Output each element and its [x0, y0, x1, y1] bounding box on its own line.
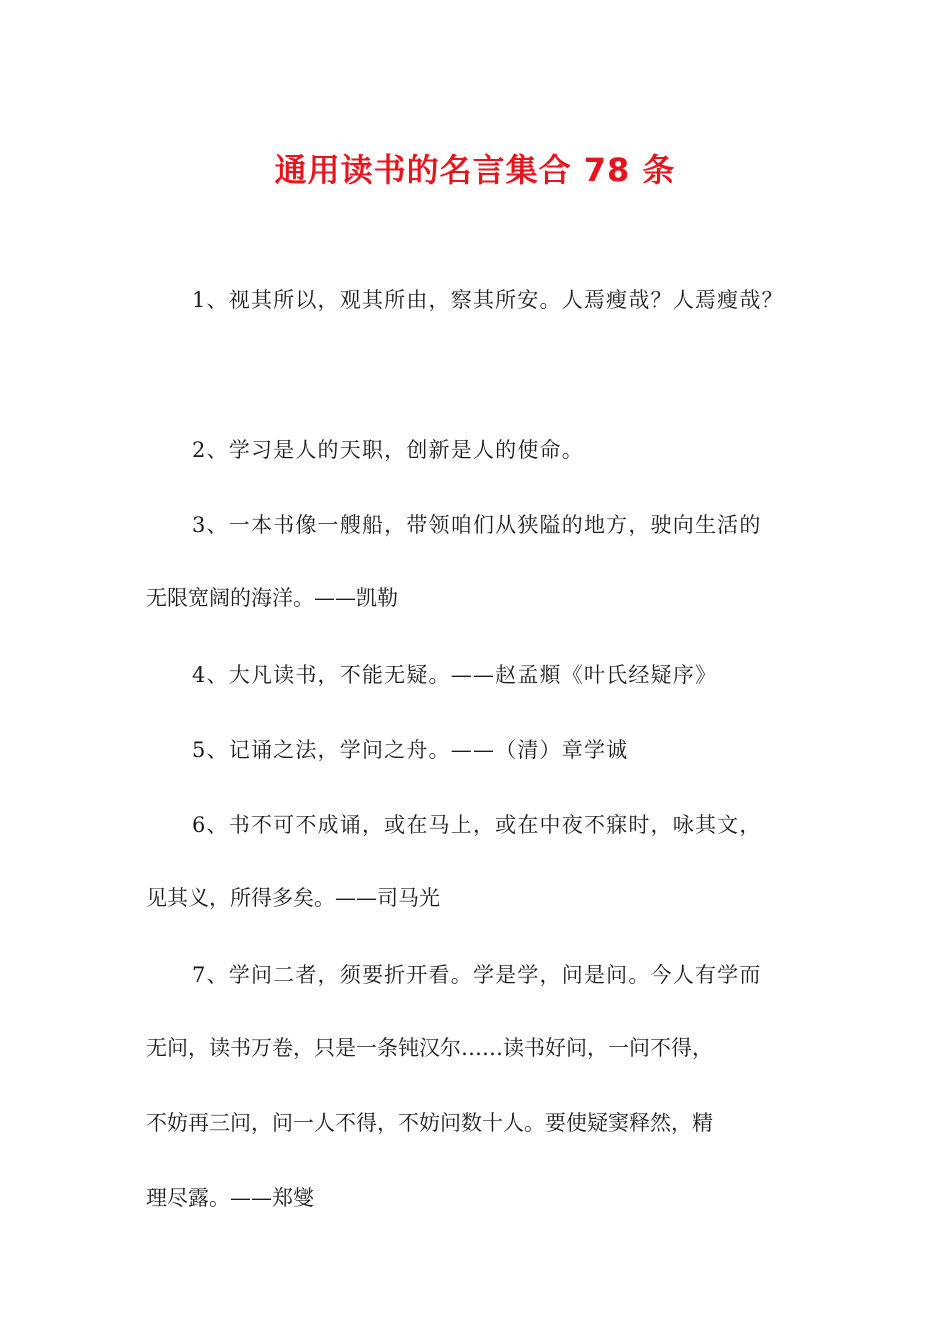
quote-6-line-1: 6、书不可不成诵，或在马上，或在中夜不寐时，咏其文，: [192, 812, 762, 837]
quote-6-line-2: 见其义，所得多矣。——司马光: [146, 885, 440, 910]
paragraph-spacer: [146, 619, 806, 657]
document-body: [146, 282, 806, 1219]
quote-7-line-3: 不妨再三问，问一人不得，不妨问数十人。要使疑窦释然，精: [146, 1110, 713, 1135]
line-spacer: [146, 1144, 806, 1182]
quote-7-line-4: 理尽露。——郑燮: [146, 1185, 314, 1210]
line-spacer: [146, 994, 806, 1032]
quote-1-line-1: 1、视其所以，观其所由，察其所安。人焉瘦哉？人焉瘦哉？: [192, 288, 784, 312]
document-title: 通用读书的名言集合 78 条: [274, 151, 676, 189]
paragraph-spacer: [146, 469, 806, 507]
quote-4-line-1: 4、大凡读书，不能无疑。——赵孟頫《叶氏经疑序》: [192, 662, 718, 687]
quote-7-line-2: 无问，读书万卷，只是一条钝汉尔……读书好问，一问不得，: [146, 1035, 713, 1060]
paragraph-spacer: [146, 694, 806, 732]
paragraph-spacer: [146, 769, 806, 807]
quote-2-line-1: 2、学习是人的天职，创新是人的使命。: [192, 437, 584, 462]
line-spacer: [146, 1069, 806, 1107]
quote-3-line-1: 3、一本书像一艘船，带领咱们从狭隘的地方，驶向生活的: [192, 512, 762, 537]
quote-7-line-1: 7、学问二者，须要折开看。学是学，问是问。今人有学而: [192, 962, 762, 987]
paragraph-spacer: [146, 919, 806, 957]
line-spacer: [146, 544, 806, 582]
paragraph-spacer: [146, 320, 806, 432]
quote-3-line-2: 无限宽阔的海洋。——凯勒: [146, 585, 398, 610]
line-spacer: [146, 844, 806, 882]
quote-5-line-1: 5、记诵之法，学问之舟。——（清）章学诚: [192, 737, 629, 762]
